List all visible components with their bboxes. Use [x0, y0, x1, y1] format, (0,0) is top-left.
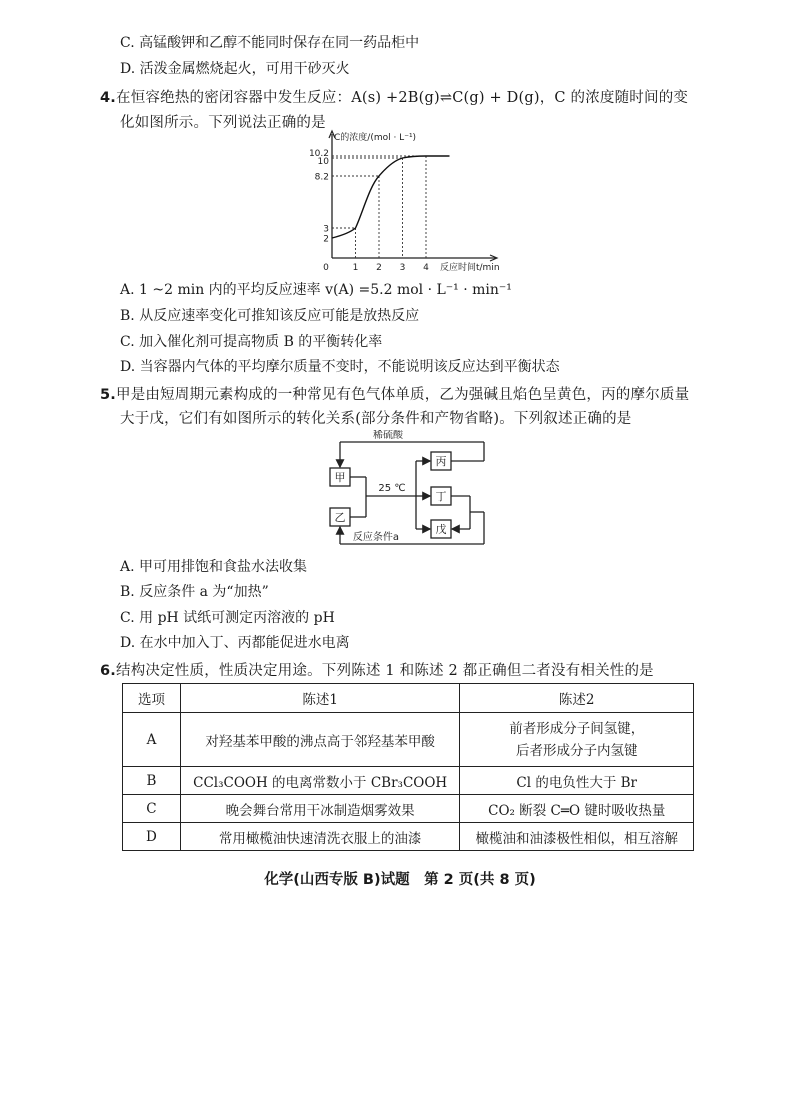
- header-statement2: 陈述2: [460, 684, 694, 713]
- label-25c: 25 ℃: [378, 483, 406, 494]
- row-d-option: D: [123, 823, 181, 851]
- q4-option-a: A. 1 ~2 min 内的平均反应速率 v(A) =5.2 mol · L⁻¹ · min⁻¹: [120, 282, 512, 298]
- q4-option-b: B. 从反应速率变化可推知该反应可能是放热反应: [120, 308, 420, 324]
- row-a-statement2: [460, 713, 694, 767]
- q5-conversion-diagram: [318, 430, 498, 548]
- q5-number: 5.: [100, 387, 116, 403]
- x-tick-label: 4: [423, 263, 429, 273]
- q5-option-c: C. 用 pH 试纸可测定丙溶液的 pH: [120, 610, 335, 626]
- y-tick-label: 3: [323, 224, 329, 235]
- label-ding: 丁: [435, 490, 447, 503]
- row-c-statement1: 晚会舞台常用干冰制造烟雾效果: [180, 795, 460, 823]
- x-tick-label: 0: [323, 263, 329, 273]
- label-yi: 乙: [334, 511, 346, 524]
- q4-stem-line1: [100, 86, 688, 107]
- table-header-row: [123, 684, 694, 713]
- q4-option-d: D. 当容器内气体的平均摩尔质量不变时，不能说明该反应达到平衡状态: [120, 359, 560, 375]
- q6-table: [122, 683, 694, 851]
- x-axis-label: 反应时间t/min: [440, 263, 500, 273]
- y-tick-label: 8.2: [314, 172, 329, 183]
- q6-stem-text: 结构决定性质，性质决定用途。下列陈述 1 和陈述 2 都正确但二者没有相关性的是: [116, 663, 654, 679]
- q5-option-a: A. 甲可用排饱和食盐水法收集: [120, 559, 308, 575]
- row-c-option: C: [123, 795, 181, 823]
- y-axis-label: C的浓度/(mol · L⁻¹): [334, 133, 417, 143]
- row-a-statement2-line1: 前者形成分子间氢键，: [509, 720, 645, 737]
- y-tick-label: 2: [323, 234, 329, 245]
- row-d-statement2: 橄榄油和油漆极性相似，相互溶解: [460, 823, 694, 851]
- table-row: [123, 795, 694, 823]
- q5-option-d: D. 在水中加入丁、丙都能促进水电离: [120, 635, 350, 651]
- q5-stem-line2: 大于戊，它们有如图所示的转化关系(部分条件和产物省略)。下列叙述正确的是: [120, 411, 632, 427]
- row-a-statement1: 对羟基苯甲酸的沸点高于邻羟基苯甲酸: [180, 713, 460, 767]
- y-tick-label: 10.2: [308, 149, 329, 159]
- label-bing: 丙: [435, 455, 447, 468]
- table-row: [123, 823, 694, 851]
- x-tick-label: 3: [399, 263, 406, 273]
- row-b-option: B: [123, 767, 181, 795]
- label-jia: 甲: [334, 471, 346, 484]
- row-d-statement1: 常用橄榄油快速清洗衣服上的油漆: [180, 823, 460, 851]
- q4-stem-line2: 化如图所示。下列说法正确的是: [120, 115, 326, 131]
- concentration-curve: [332, 156, 450, 238]
- q5-option-b: B. 反应条件 a 为“加热”: [120, 584, 269, 600]
- header-statement1: 陈述1: [180, 684, 460, 713]
- q5-stem-text1: 甲是由短周期元素构成的一种常见有色气体单质，乙为强碱且焰色呈黄色，丙的摩尔质量: [116, 387, 690, 403]
- table-row: [123, 713, 694, 767]
- q4-number: 4.: [100, 90, 116, 106]
- row-b-statement1: CCl₃COOH 的电离常数小于 CBr₃COOH: [180, 767, 460, 795]
- y-tick-label: 10: [317, 157, 329, 167]
- row-b-statement2: Cl 的电负性大于 Br: [460, 767, 694, 795]
- page-footer: 化学(山西专版 B)试题 第 2 页(共 8 页): [264, 872, 536, 888]
- prev-option-d: D. 活泼金属燃烧起火，可用干砂灭火: [120, 61, 350, 77]
- label-reaction-condition-a: 反应条件a: [352, 532, 400, 543]
- row-c-statement2: CO₂ 断裂 C═O 键时吸收热量: [460, 795, 694, 823]
- x-tick-label: 2: [376, 263, 382, 273]
- label-dilute-sulfuric-acid: 稀硫酸: [373, 430, 403, 441]
- row-a-statement2-line2: 后者形成分子内氢键: [515, 742, 638, 759]
- q4-option-c: C. 加入催化剂可提高物质 B 的平衡转化率: [120, 334, 383, 350]
- header-option: 选项: [123, 684, 181, 713]
- label-wu: 戊: [435, 523, 447, 536]
- table-row: [123, 767, 694, 795]
- q6-number: 6.: [100, 663, 116, 679]
- q6-stem-line: [100, 659, 654, 680]
- row-a-option: A: [123, 713, 181, 767]
- prev-option-c: C. 高锰酸钾和乙醇不能同时保存在同一药品柜中: [120, 35, 420, 51]
- q4-concentration-chart: [290, 128, 530, 278]
- q5-stem-line1: [100, 383, 689, 404]
- q4-stem-text1: 在恒容绝热的密闭容器中发生反应：A(s) +2B(g)⇌C(g) + D(g)，C 的浓度随时间的变: [116, 90, 689, 106]
- x-tick-label: 1: [352, 263, 359, 273]
